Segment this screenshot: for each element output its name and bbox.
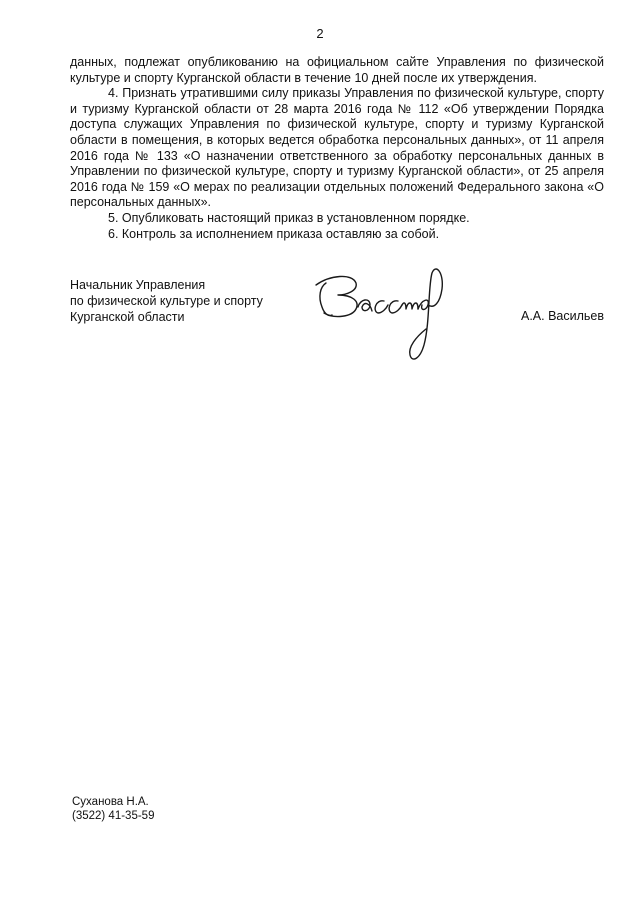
document-body [70,55,604,242]
contact-person: Суханова Н.А. [72,796,149,808]
signer-position-line: Начальник Управления [70,278,206,292]
signer-name: А.А. Васильев [520,309,604,323]
handwritten-signature [312,263,462,373]
paragraph-continuation: данных, подлежат опубликованию на официальном сайте Управления по физической культуре и спорту Курганской области в течение 10 дней после их утверждения. [70,55,604,85]
paragraph-item-4: 4. Признать утратившими силу приказы Управления по физической культуре, спорту и туризму Курганской области от 28 марта 2016 года № 112 «Об утверждении Порядка доступа служащих Управления по физической культуре, спорту и туризму Курганской области в помещения, в которых ведется обработка персональных данных», от 11 апреля 2016 года № 133 «О назначении ответственного за обработку персональных данных в Управлении по физической культуре, спорту и туризму Курганской области», от 25 апреля 2016 года № 159 «О мерах по реализации отдельных положений Федерального закона «О персональных данных». [70,86,604,210]
paragraph-item-6: 6. Контроль за исполнением приказа оставляю за собой. [108,226,440,241]
signature-block [70,277,604,387]
paragraph-item-5: 5. Опубликовать настоящий приказ в установленном порядке. [108,210,470,225]
contact-info [72,795,154,823]
page-number: 2 [316,26,324,41]
contact-phone: (3522) 41-35-59 [72,810,155,822]
signer-position [70,277,263,325]
signer-position-line: по физической культуре и спорту [70,294,263,308]
signer-position-line: Курганской области [70,310,185,324]
